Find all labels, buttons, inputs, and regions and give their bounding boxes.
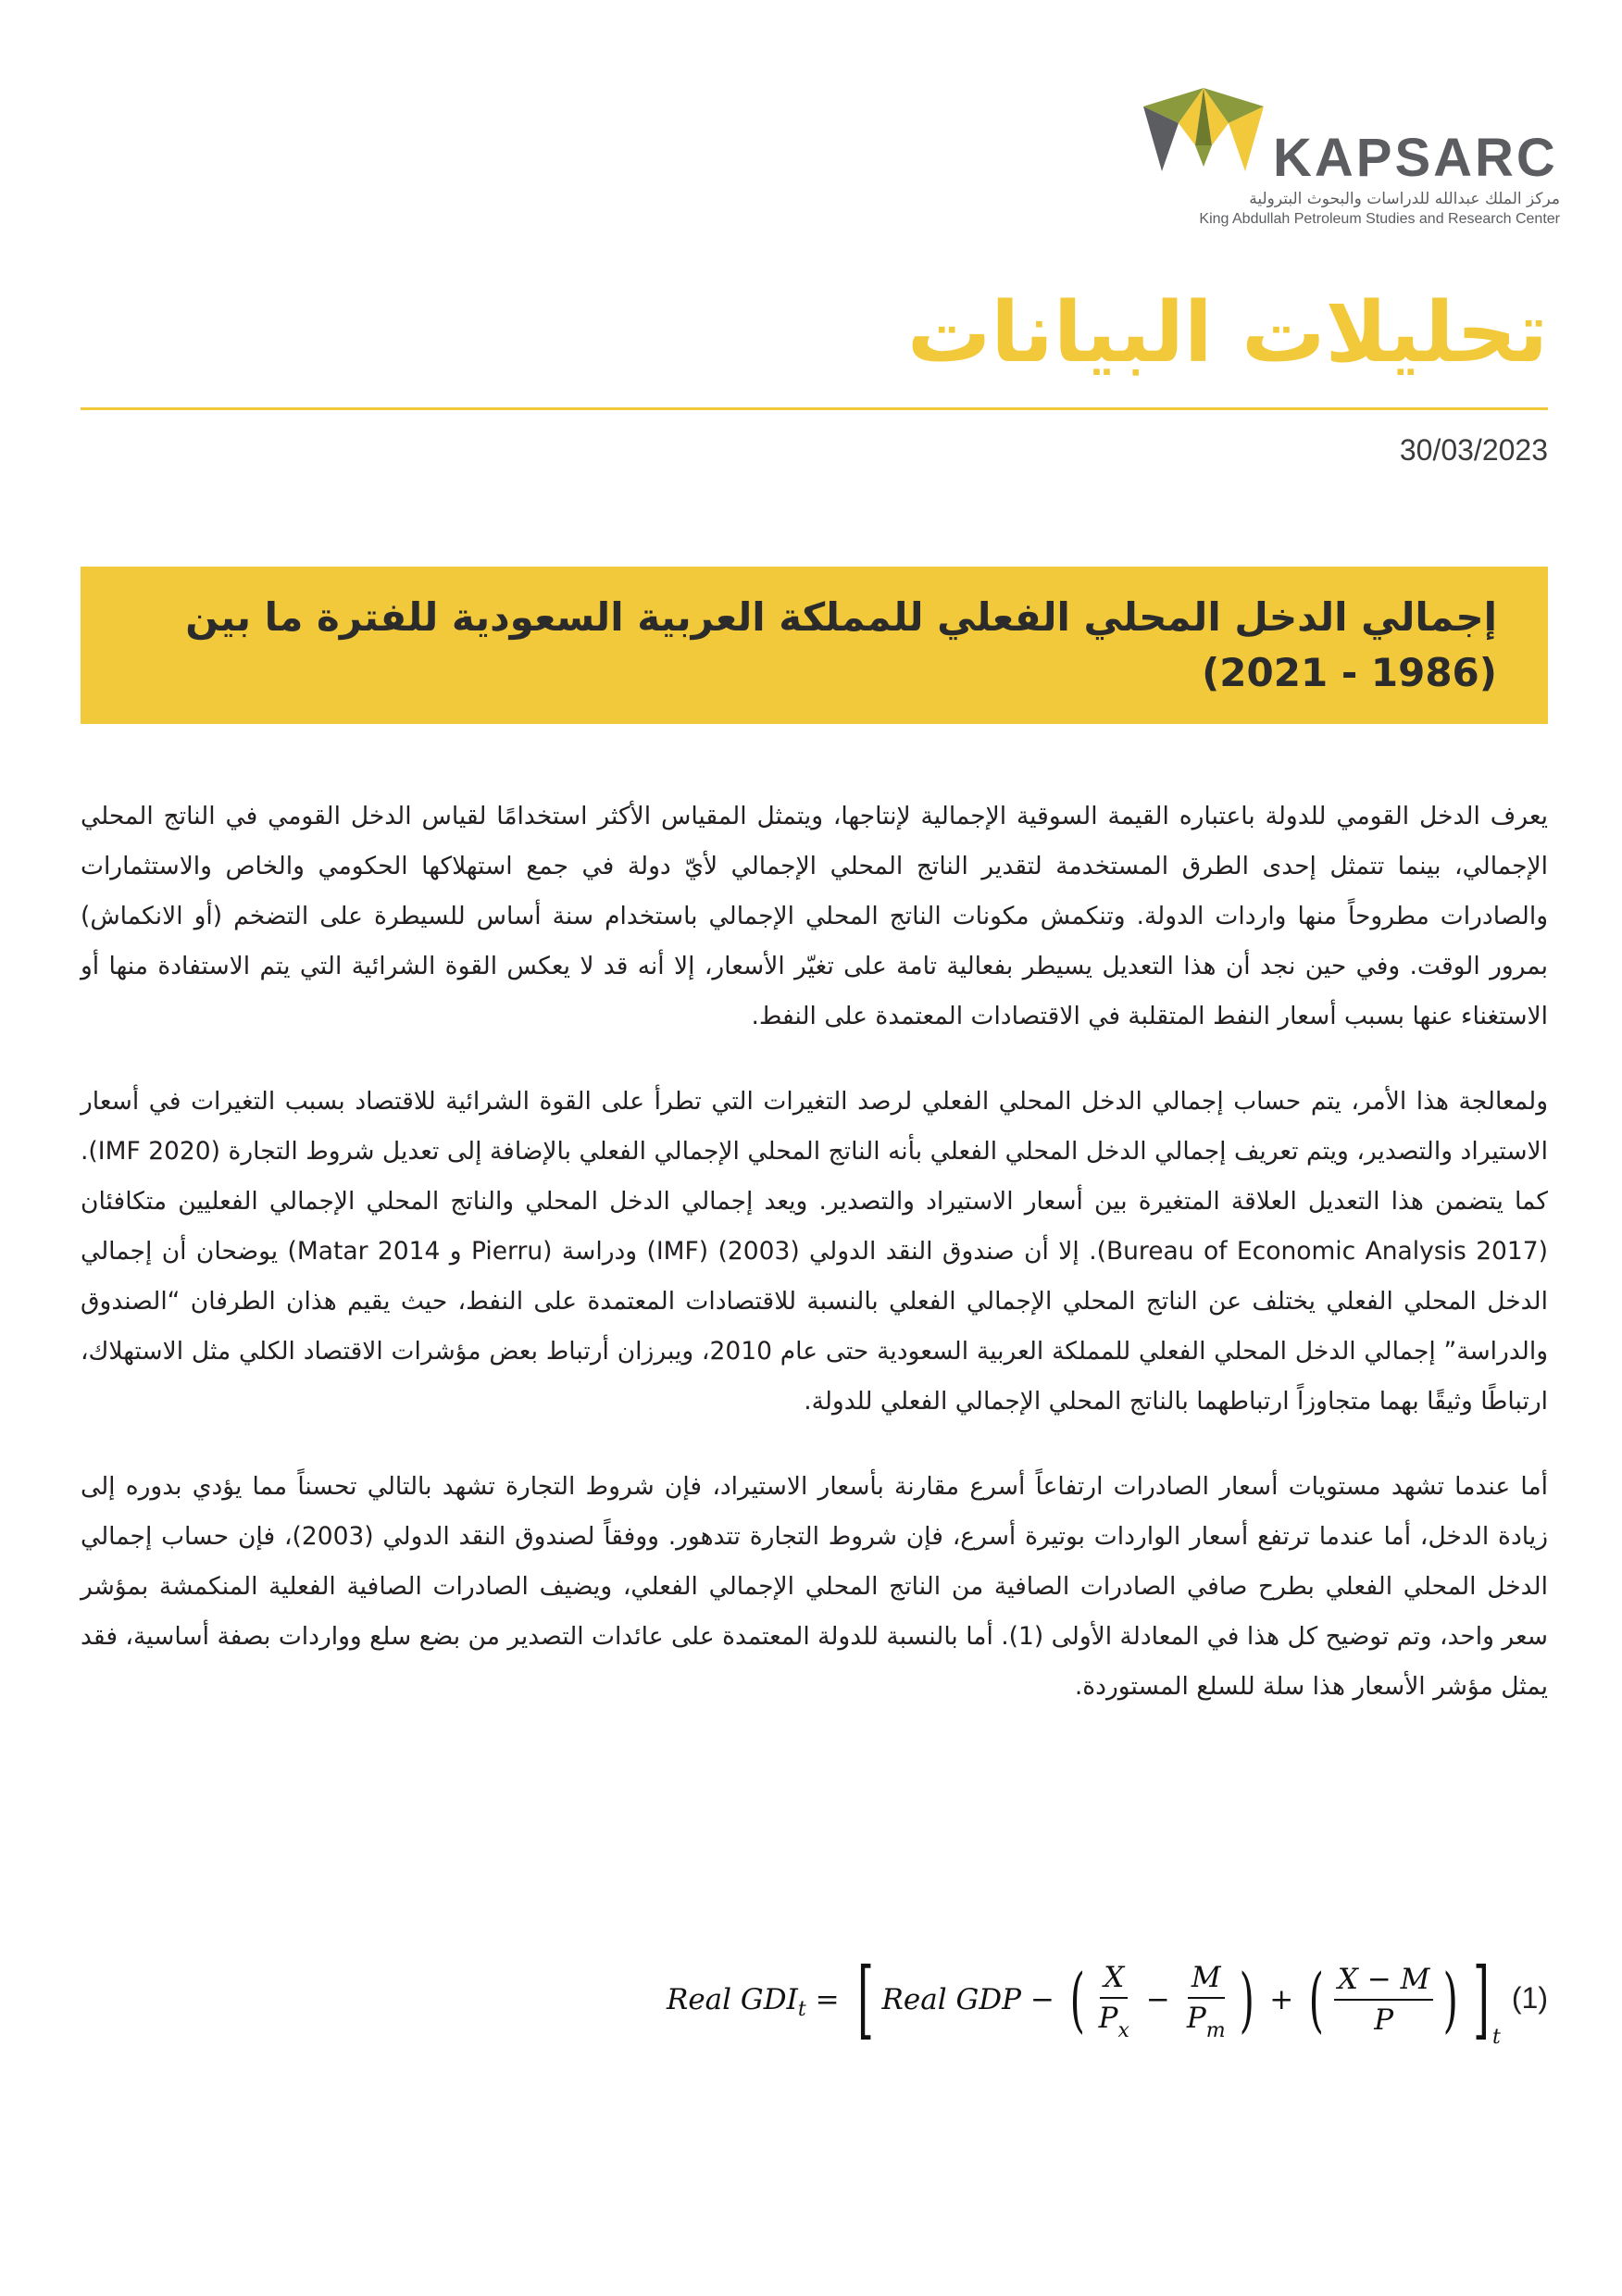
equation-equals: = [815,1983,840,2016]
kapsarc-logo [1134,79,1560,227]
equation-open-paren: ( [1069,1958,1085,2040]
equation-close-paren: ) [1443,1958,1459,2040]
fraction-numerator: X [1100,1962,1128,1999]
equation-close-bracket: ] [1473,1950,1490,2049]
article-title: إجمالي الدخل المحلي الفعلي للمملكة العربية السعودية للفترة ما بين (1986 - 2021) [185,594,1497,695]
fraction-denominator: $P_x$ [1098,2002,1129,2042]
body-paragraph: يعرف الدخل القومي للدولة باعتباره القيمة السوقية الإجمالية لإنتاجها، ويتمثل المقياس الأكثر استخدامًا لقياس الدخل القومي في الناتج المحلي الإجمالي، بينما تتمثل إحدى الطرق المستخدمة لتقدير الناتج المحلي الإجمالي لأيّ دولة في جمع استهلاكها الحكومي والخاص والاستثمارات والصادرات مطروحاً منها واردات الدولة. وتنكمش مكونات الناتج المحلي الإجمالي باستخدام سنة أساس للسيطرة على التضخم (أو الانكماش) بمرور الوقت. وفي حين نجد أن هذا التعديل يسيطر بفعالية تامة على تغيّر الأسعار، إلا أنه قد لا يعكس القوة الشرائية التي يتم الاستفادة منها أو الاستغناء عنها بسبب أسعار النفط المتقلبة في الاقتصادات المعتمدة على النفط. [81,802,1548,1030]
equation-outer-subscript: t [1491,2025,1501,2049]
equation-minus: − [1029,1983,1054,2016]
title-divider [81,407,1548,410]
equation-plus: + [1269,1983,1294,2016]
fraction-denominator: $P_m$ [1186,2002,1226,2042]
publication-date: 30/03/2023 [1399,433,1548,467]
equation-close-paren: ) [1239,1958,1254,2040]
equation-lhs: Real GDI [667,1983,798,2016]
fraction-m-over-pm [1183,1961,1229,2042]
body-paragraph: أما عندما تشهد مستويات أسعار الصادرات ارتفاعاً أسرع مقارنة بأسعار الاستيراد، فإن شروط التجارة تشهد بالتالي تحسناً مما يؤدي بدوره إلى زيادة الدخل، أما عندما ترتفع أسعار الواردات بوتيرة أسرع، فإن شروط التجارة تتدهور. ووفقاً لصندوق النقد الدولي (2003)، فإن حساب إجمالي الدخل المحلي الفعلي بطرح صافي الصادرات الصافية من الناتج المحلي الإجمالي الفعلي، ويضيف الصادرات الصافية الفعلية المنكمشة بمؤشر سعر واحد، وتم توضيح كل هذا في المعادلة الأولى (1). أما بالنسبة للدولة المعتمدة على عائدات التصدير من بضع سلع وواردات بصفة أساسية، فقد يمثل مؤشر الأسعار هذا سلة للسلع المستوردة. [81,1472,1548,1701]
logo-arabic-name: مركز الملك عبدالله للدراسات والبحوث البترولية [1249,190,1560,208]
equation-open-paren: ( [1308,1958,1325,2040]
equation-gdp-term: Real GDP [881,1983,1021,2016]
equation-minus: − [1145,1983,1170,2016]
equation-number: (1) [1511,1981,1548,2015]
body-paragraph: ولمعالجة هذا الأمر، يتم حساب إجمالي الدخل المحلي الفعلي لرصد التغيرات التي تطرأ على القوة الشرائية للاقتصاد بسبب التغيرات في أسعار الاستيراد والتصدير، ويتم تعريف إجمالي الدخل المحلي الفعلي بأنه الناتج المحلي الإجمالي الفعلي بالإضافة إلى تعديل شروط التجارة (IMF 2020). كما يتضمن هذا التعديل العلاقة المتغيرة بين أسعار الاستيراد والتصدير. ويعد إجمالي الدخل المحلي والناتج المحلي الإجمالي الفعليين متكافئان (Bureau of Economic Analysis 2017). إلا أن صندوق النقد الدولي (2003) (IMF) ودراسة (Pierru و Matar 2014) يوضحان أن إجمالي الدخل المحلي الفعلي يختلف عن الناتج المحلي الإجمالي الفعلي بالنسبة للاقتصادات المعتمدة على النفط، حيث يقيم هذان الطرفان “الصندوق والدراسة” إجمالي الدخل المحلي الفعلي للمملكة العربية السعودية حتى عام 2010، ويبرزان أرتباط بعض مؤشرات الاقتصاد الكلي مثل الاستهلاك، ارتباطًا وثيقًا بهما متجاوزاً ارتباطهما بالناتج المحلي الإجمالي الفعلي للدولة. [81,1087,1548,1416]
fraction-x-over-px [1095,1961,1133,2042]
article-title-banner [81,567,1548,724]
equation-open-bracket: [ [856,1950,874,2049]
article-body [81,792,1548,1747]
equation-lhs-subscript: t [797,1997,806,2021]
fraction-numerator: X − M [1334,1964,1434,2001]
fraction-net-exports-over-p [1334,1964,1434,2036]
logo-wordmark: KAPSARC [1273,128,1558,188]
fraction-denominator: P [1374,2003,1394,2037]
logo-english-name: King Abdullah Petroleum Studies and Research Center [1199,211,1560,227]
kapsarc-emblem-icon [1134,79,1273,181]
fraction-numerator: M [1188,1962,1225,1999]
equation-1 [667,1944,1501,2055]
page-title: تحليلات البيانات [906,284,1548,381]
